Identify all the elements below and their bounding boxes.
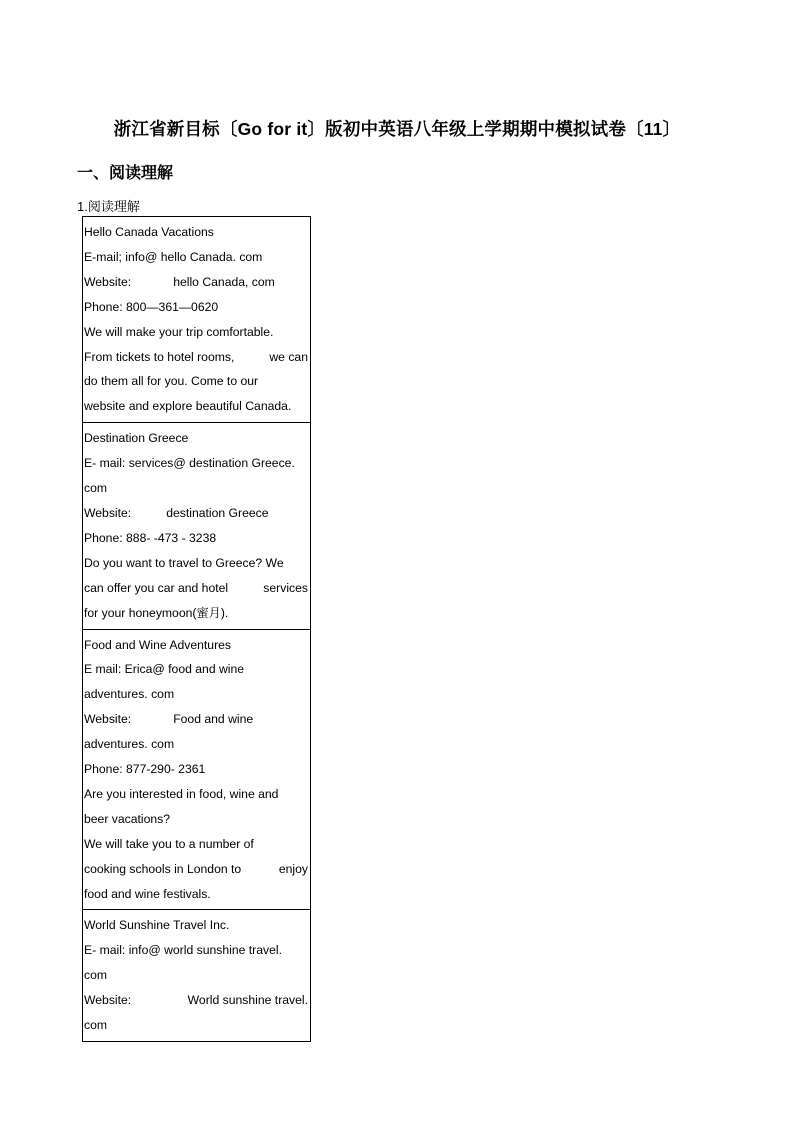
ad-email: E mail: Erica@ food and wine — [84, 662, 245, 677]
ad-desc — [84, 576, 308, 601]
ad-desc — [84, 345, 308, 370]
ad-desc: Are you interested in food, wine and — [84, 786, 279, 801]
ad-website-cont: com — [84, 1018, 108, 1033]
section-heading: 一、阅读理解 — [77, 165, 174, 182]
ad-desc-part: cooking schools in London to — [84, 861, 242, 876]
website-value: hello Canada, com — [173, 274, 275, 289]
ad-desc-part: enjoy — [278, 861, 308, 876]
ad-email: E- mail: info@ world sunshine travel. — [84, 943, 282, 958]
ad-desc-part: From tickets to hotel rooms, — [84, 349, 235, 364]
ad-name: Food and Wine Adventures — [84, 637, 232, 652]
website-value: Food and wine — [173, 712, 254, 727]
ad-world-sunshine — [83, 909, 310, 1041]
ad-desc: We will make your trip comfortable. — [84, 324, 274, 339]
ad-desc: do them all for you. Come to our — [84, 374, 259, 389]
ad-desc: Do you want to travel to Greece? We — [84, 555, 284, 570]
ad-email-cont: com — [84, 481, 108, 496]
ad-website-cont: adventures. com — [84, 737, 175, 752]
website-label: Website: — [84, 993, 132, 1008]
ads-table — [82, 216, 311, 1042]
website-value: World sunshine travel. — [187, 993, 308, 1008]
ad-phone: Phone: 888- -473 - 3238 — [84, 530, 217, 545]
ad-desc: beer vacations? — [84, 811, 171, 826]
ad-website — [84, 707, 308, 732]
ad-name: Destination Greece — [84, 431, 189, 446]
ad-desc: website and explore beautiful Canada. — [84, 399, 292, 414]
ad-destination-greece — [83, 422, 310, 628]
ad-email-cont: adventures. com — [84, 687, 175, 702]
ad-desc: We will take you to a number of — [84, 836, 254, 851]
website-label: Website: — [84, 712, 132, 727]
ad-phone: Phone: 800—361—0620 — [84, 299, 219, 314]
website-label: Website: — [84, 274, 132, 289]
ad-website — [84, 270, 308, 295]
ad-desc-part: we can — [269, 349, 308, 364]
ad-desc-part: can offer you car and hotel — [84, 580, 229, 595]
website-label: Website: — [84, 505, 132, 520]
ad-food-and-wine — [83, 629, 310, 910]
ad-desc: for your honeymoon(蜜月). — [84, 605, 229, 620]
ad-email: E- mail: services@ destination Greece. — [84, 456, 295, 471]
ad-website — [84, 988, 308, 1013]
ad-email: E-mail; info@ hello Canada. com — [84, 249, 263, 264]
ad-email-cont: com — [84, 968, 108, 983]
ad-phone: Phone: 877-290- 2361 — [84, 762, 206, 777]
website-value: destination Greece — [166, 505, 269, 520]
question-label: 1.阅读理解 — [77, 199, 140, 214]
document-title: 浙江省新目标〔Go for it〕版初中英语八年级上学期期中模拟试卷〔11〕 — [113, 119, 681, 139]
ad-desc: food and wine festivals. — [84, 886, 211, 901]
ad-name: Hello Canada Vacations — [84, 225, 214, 239]
ad-website — [84, 501, 308, 526]
ad-name: World Sunshine Travel Inc. — [84, 918, 230, 933]
ad-desc — [84, 857, 308, 882]
ad-hello-canada — [83, 217, 310, 422]
ad-desc-part: services — [263, 580, 308, 595]
